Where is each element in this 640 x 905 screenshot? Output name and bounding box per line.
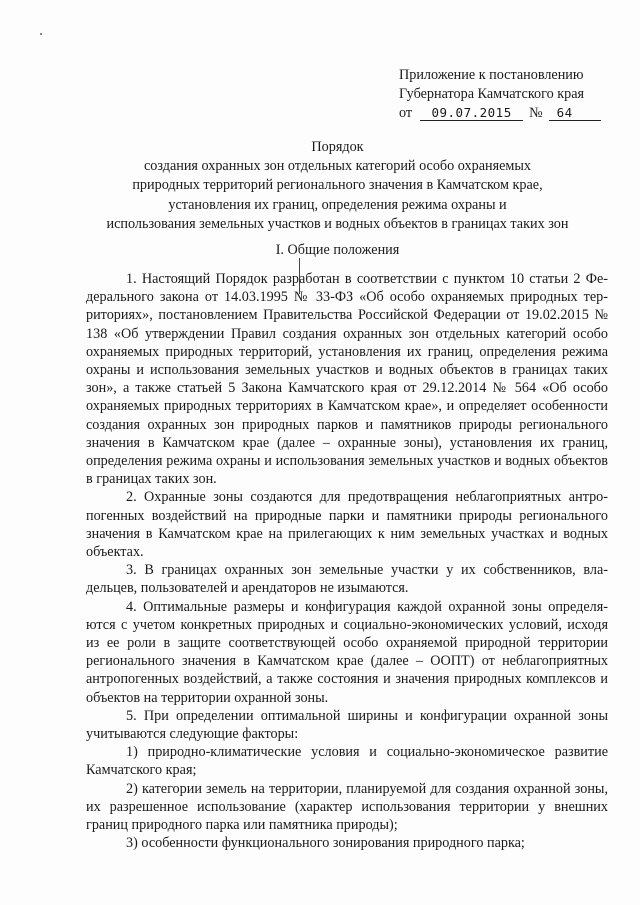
- title-line-3: установления их границ, определения режима охраны и: [168, 196, 507, 213]
- paragraph-5: 5. При определении оптимальной ширины и конфигурации охранной зоны учитываются следующие факторы:: [86, 707, 608, 743]
- list-item-2: 2) категории земель на территории, планируемой для создания охранной зоны, их разрешенное использование (характер использования территории у внешних границ природного парка или памятника природы);: [86, 780, 608, 834]
- paragraph-4: 4. Оптимальные размеры и конфигурация каждой охранной зоны определяются с учетом конкретных природных и социально-экономических условий, исходя из ее роли в защите соответствующей особо охраняемой природной территории регионального значения в Камчатском крае (далее – ООПТ) от неблагоприятных антропогенных воздействий, а также состояния и значения природных комплексов и объектов на территории охранной зоны.: [86, 598, 608, 706]
- document-body: [86, 270, 608, 853]
- list-item-3: 3) особенности функционального зонирования природного парка;: [126, 835, 525, 852]
- list-item-1: 1) природно-климатические условия и социально-экономическое развитие Камчатского края;: [86, 744, 608, 779]
- approval-block: [399, 66, 601, 123]
- approval-from-label: от: [399, 105, 413, 121]
- paragraph-1: 1. Настоящий Порядок разработан в соответствии с пунктом 10 статьи 2 Федерального закона от 14.03.1995 № 33-ФЗ «Об особо охраняемых природных территориях», постановлением Правительства Российской Федерации от 19.02.2015 № 138 «Об утверждении Правил создания охранных зон отдельных категорий особо охраняемых природных территорий, установления их границ, определения режима охраны и использования земельных участков и водных объектов в границах таких зон», а также статьей 5 Закона Камчатского края от 29.12.2014 № 564 «Об особо охраняемых природных территориях в Камчатском крае», и определяет особенности создания охранных зон природных парков и памятников природы регионального значения в Камчатском крае (далее – охранные зоны), установления их границ, определения режима охраны и использования земельных участков и водных объектов в границах таких зон.: [86, 271, 608, 488]
- document-title: [85, 138, 590, 234]
- approval-line-2: Губернатора Камчатского края: [399, 86, 585, 102]
- title-line-1: создания охранных зон отдельных категорий особо охраняемых: [143, 158, 532, 175]
- approval-number-label: №: [529, 105, 543, 121]
- scan-speck: [40, 33, 42, 35]
- paragraph-2: 2. Охранные зоны создаются для предотвращения неблагоприятных антропогенных воздействий на природные парки и памятники природы регионального значения в Камчатском крае на прилегающих к ним земельных участках и водных объектах.: [86, 489, 608, 561]
- title-line-2: природных территорий регионального значения в Камчатском крае,: [132, 177, 543, 194]
- title-line-4: использования земельных участков и водных объектов в границах таких зон: [106, 215, 569, 232]
- section-heading: I. Общие положения: [275, 242, 400, 258]
- approval-date: 09.07.2015: [420, 105, 523, 121]
- title-heading: Порядок: [311, 139, 364, 155]
- paragraph-3: 3. В границах охранных зон земельные участки у их собственников, владельцев, пользователей и арендаторов не изымаются.: [86, 562, 608, 597]
- approval-number: 64: [549, 105, 601, 121]
- approval-line-3: [399, 104, 601, 123]
- approval-line-1: Приложение к постановлению: [399, 67, 584, 83]
